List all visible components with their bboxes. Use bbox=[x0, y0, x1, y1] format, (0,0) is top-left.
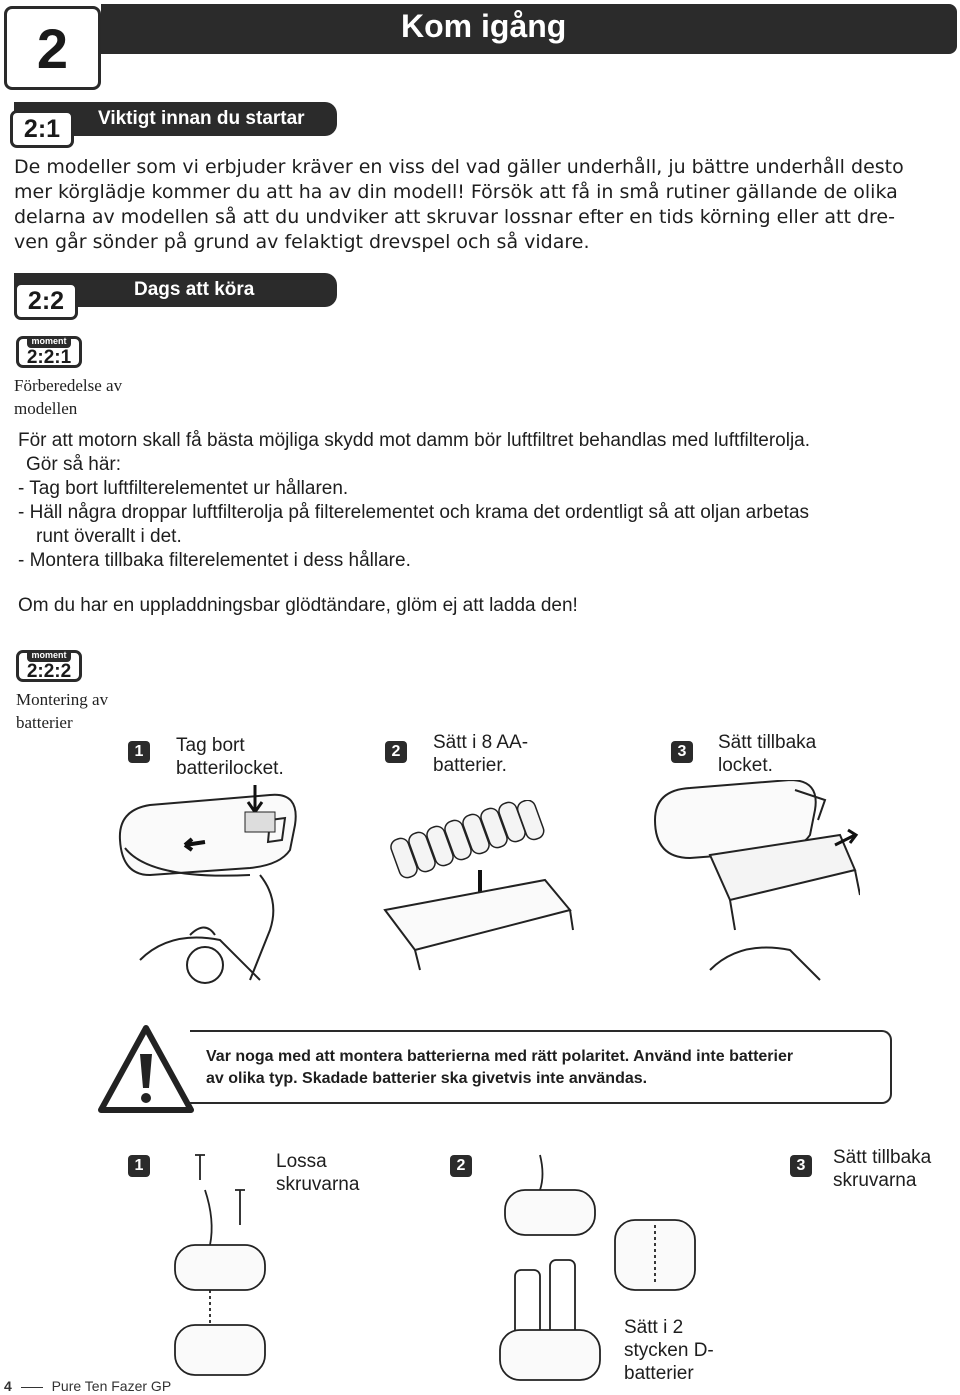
warning-line: Var noga med att montera batterierna med rätt polaritet. Använd inte batterier bbox=[206, 1048, 794, 1065]
warning-text bbox=[206, 1046, 793, 1090]
section-number-badge: 2:1 bbox=[10, 110, 74, 148]
step-number: 3 bbox=[671, 741, 693, 763]
remove-cover-illustration bbox=[110, 780, 350, 1000]
loosen-screws-illustration bbox=[170, 1150, 280, 1390]
d-battery-note bbox=[624, 1316, 714, 1385]
paragraph-line: De modeller som vi erbjuder kräver en viss del vad gäller underhåll, ju bättre underhåll desto bbox=[14, 156, 904, 178]
moment-number: 2:2:2 bbox=[26, 661, 72, 682]
moment-number: 2:2:1 bbox=[26, 347, 72, 368]
step-text bbox=[718, 731, 816, 777]
footer-title: Pure Ten Fazer GP bbox=[51, 1378, 172, 1394]
step-text bbox=[276, 1150, 359, 1196]
step-line: Lossa bbox=[276, 1151, 327, 1172]
section-number-badge: 2:2 bbox=[14, 282, 78, 320]
section-title: Viktigt innan du startar bbox=[98, 108, 305, 129]
instruction-line: - Häll några droppar luftfilterolja på filterelementet och krama det ordentligt så att oljan arbetas bbox=[18, 502, 810, 523]
step-line: Sätt i 8 AA- bbox=[433, 732, 529, 753]
insert-batteries-illustration bbox=[375, 800, 590, 975]
page-footer bbox=[4, 1378, 171, 1394]
step-line: skruvarna bbox=[276, 1174, 360, 1195]
step-line: skruvarna bbox=[833, 1170, 917, 1191]
step-number: 3 bbox=[790, 1155, 812, 1177]
instruction-line: - Montera tillbaka filterelementet i dess hållare. bbox=[18, 550, 411, 571]
step-number: 1 bbox=[128, 741, 150, 763]
moment-badge bbox=[16, 650, 82, 682]
moment-badge bbox=[16, 336, 82, 368]
note-line: Sätt i 2 bbox=[624, 1317, 684, 1338]
step-line: Sätt tillbaka bbox=[833, 1147, 932, 1168]
step-number: 2 bbox=[450, 1155, 472, 1177]
step-text bbox=[176, 734, 284, 780]
air-filter-instructions bbox=[18, 429, 953, 573]
step-number: 2 bbox=[385, 741, 407, 763]
step-text bbox=[433, 731, 528, 777]
paragraph-line: delarna av modellen så att du undviker att skruvar lossnar efter en tids körning eller att dre- bbox=[14, 206, 895, 228]
moment-tag: moment bbox=[27, 650, 71, 662]
instruction-line: runt överallt i det. bbox=[36, 526, 182, 547]
footer-divider bbox=[21, 1387, 43, 1388]
step-number: 1 bbox=[128, 1155, 150, 1177]
replace-cover-illustration bbox=[650, 780, 860, 1000]
moment-side-label bbox=[14, 374, 122, 420]
label-line: modellen bbox=[14, 399, 78, 418]
warning-triangle-icon bbox=[96, 1022, 196, 1117]
step-line: Sätt tillbaka bbox=[718, 732, 817, 753]
label-line: Montering av bbox=[16, 690, 109, 709]
moment-side-label bbox=[16, 688, 108, 734]
page-number: 4 bbox=[4, 1378, 12, 1394]
replace-screws-illustration bbox=[600, 1190, 710, 1300]
label-line: batterier bbox=[16, 713, 73, 732]
warning-line: av olika typ. Skadade batterier ska givetvis inte användas. bbox=[206, 1070, 648, 1087]
step-line: locket. bbox=[718, 755, 773, 776]
glow-plug-note: Om du har en uppladdningsbar glödtändare, glöm ej att ladda den! bbox=[18, 595, 578, 616]
instruction-line: - Tag bort luftfilterelementet ur hållaren. bbox=[18, 478, 349, 499]
step-line: batterier. bbox=[433, 755, 507, 776]
step-text bbox=[833, 1146, 931, 1192]
section-intro-paragraph bbox=[14, 155, 949, 255]
note-line: batterier bbox=[624, 1363, 694, 1384]
step-line: batterilocket. bbox=[176, 758, 284, 779]
step-line: Tag bort bbox=[176, 735, 245, 756]
label-line: Förberedelse av bbox=[14, 376, 123, 395]
paragraph-line: mer körglädje kommer du att ha av din modell! Försök att få in små rutiner gällande de olika bbox=[14, 181, 898, 203]
instruction-line: För att motorn skall få bästa möjliga skydd mot damm bör luftfiltret behandlas med luftfilterolja. bbox=[18, 430, 811, 451]
note-line: stycken D- bbox=[624, 1340, 714, 1361]
instruction-line: Gör så här: bbox=[26, 454, 122, 475]
moment-tag: moment bbox=[27, 336, 71, 348]
chapter-title: Kom igång bbox=[401, 8, 567, 44]
paragraph-line: ven går sönder på grund av felaktigt drevspel och så vidare. bbox=[14, 231, 590, 253]
chapter-number-box: 2 bbox=[4, 6, 101, 90]
section-title: Dags att köra bbox=[134, 279, 255, 300]
